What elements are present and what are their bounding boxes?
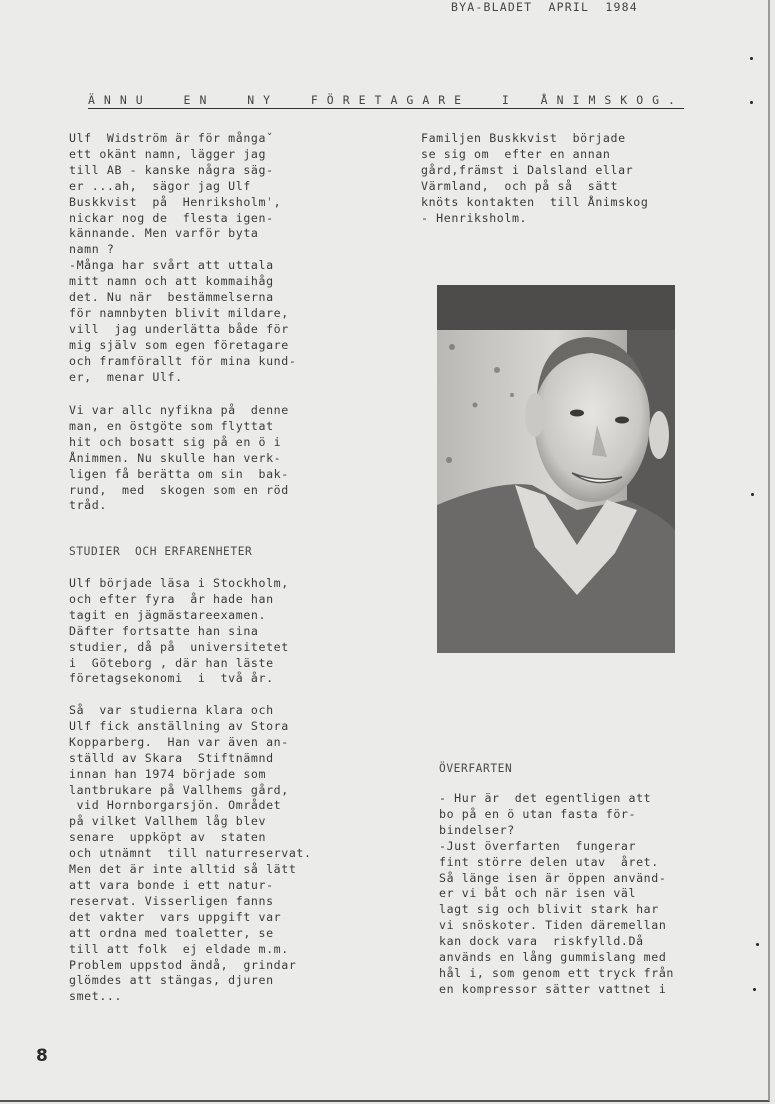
title-word: EN [183, 93, 216, 107]
paragraph-family: Familjen Buskkvist började se sig om efter en annan gård,främst i Dalsland ellar Värmland, och på så sätt knöts kontakten till Ånimskog - Henriksholm. [421, 131, 649, 225]
title-word: ÄNNU [88, 93, 152, 107]
paragraph-curious: Vi var allc nyfikna på denne man, en östgöte som flyttat hit och bosatt sig på en ö i Ånimmen. Nu skulle han verk- ligen få berätta om sin bak- rund, med skogen som en röd tråd. [69, 403, 289, 513]
punch-mark [753, 988, 756, 991]
title-word: I [501, 93, 509, 107]
paragraph-crossing: - Hur är det egentligen att bo på en ö utan fasta för- bindelser? -Just överfarten fungerar fint större delen utav året. Så länge isen är öppen använd- er vi båt och när isen väl lagt sig och blivit stark har vi snöskoter. Tiden däremellan kan dock vara riskfylld.Då används en lång gummislang med hål i, som genom ett tryck från en kompressor sätter vattnet i [439, 791, 674, 996]
portrait-photo [437, 285, 675, 653]
portrait-image [437, 285, 675, 653]
punch-mark [750, 101, 753, 104]
title-word: FÖRETAGARE [310, 93, 471, 107]
punch-mark [756, 943, 759, 946]
page-number: 8 [36, 1046, 48, 1066]
paragraph-studies: Ulf började läsa i Stockholm, och efter fyra år hade han tagit en jägmästareexamen. Däfter fortsatte han sina studier, då på universitetet i Göteborg , där han läste företagsekonomi i två år. [69, 576, 289, 686]
article-title [88, 93, 684, 109]
section-heading-crossing: ÖVERFARTEN [439, 762, 513, 775]
section-heading-studies: STUDIER OCH ERFARENHETER [69, 545, 253, 558]
page-header: BYA-BLADET APRIL 1984 [451, 0, 638, 14]
intro-paragraph: Ulf Widström är för mångaˇ ett okänt namn, lägger jag till AB - kanske några säg- er ...ah, sägor jag Ulf Buskkvist på Henriksholmˈ, nickar nog de flesta igen- kännande. Men varför byta namn ? -Många har svårt att uttala mitt namn och att kommaihåg det. Nu när bestämmelserna för namnbyten blivit mildare, vill jag underlätta både för mig själv som egen företagare och framförallt för mina kund- er, menar Ulf. [69, 131, 297, 384]
paragraph-career: Så var studierna klara och Ulf fick anställning av Stora Kopparberg. Han var även an- ställd av Skara Stiftnämnd innan han 1974 började som lantbrukare på Vallhems gård, vid Hornborgarsjön. Området på vilket Vallhem låg blev senare uppköpt av staten och utnämnt till naturreservat. Men det är inte alltid så lätt att vara bonde i ett natur- reservat. Visserligen fanns det vakter vars uppgift var att ordna med toaletter, se till att folk ej eldade m.m. Problem uppstod ändå, grindar glömdes att stängas, djuren smet... [69, 703, 312, 1004]
title-word: NY [247, 93, 280, 107]
title-word: ÅNIMSKOG. [540, 93, 684, 107]
punch-mark [750, 57, 753, 60]
punch-mark [751, 493, 754, 496]
